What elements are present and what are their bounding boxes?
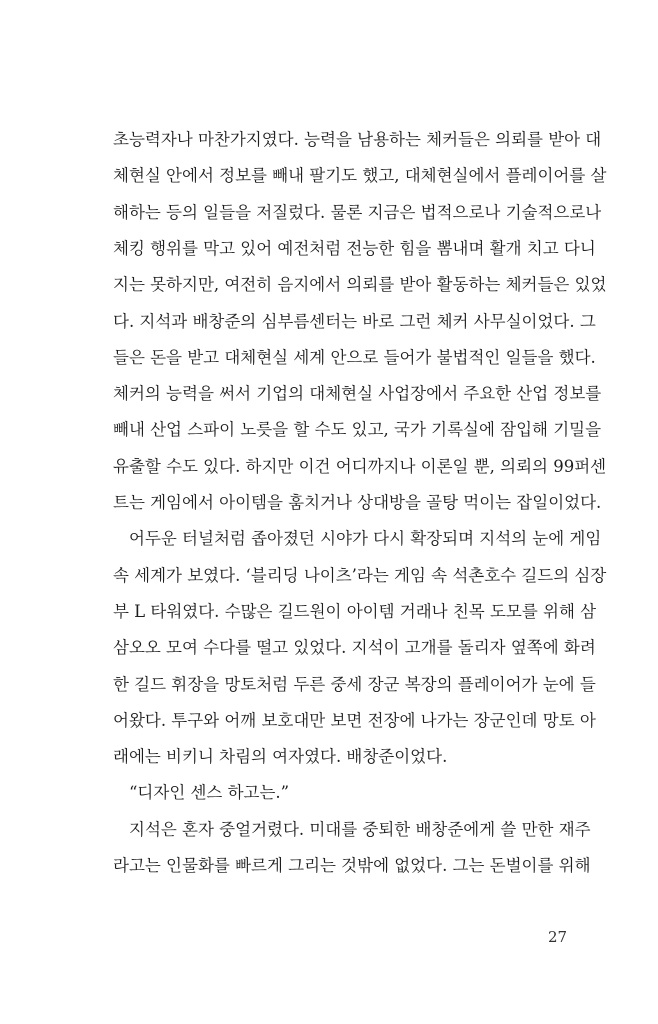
text-line: 초능력자나 마찬가지였다. 능력을 남용하는 체커들은 의뢰를 받아 대 — [113, 130, 602, 149]
text-line: “디자인 센스 하고는.” — [129, 783, 290, 803]
text-line: 해하는 등의 일들을 저질렀다. 물론 지금은 법적으로나 기술적으로나 — [113, 202, 602, 222]
text-line: 삼오오 모여 수다를 떨고 있었다. 지석이 고개를 돌리자 옆쪽에 화려 — [113, 638, 596, 658]
text-line: 빼내 산업 스파이 노릇을 할 수도 있고, 국가 기록실에 잠입해 기밀을 — [113, 420, 602, 440]
text-line: 다. 지석과 배창준의 심부름센터는 바로 그런 체커 사무실이었다. 그 — [113, 311, 596, 331]
text-line: 체킹 행위를 막고 있어 예전처럼 전능한 힘을 뽐내며 활개 치고 다니 — [113, 238, 596, 258]
text-line: 체커의 능력을 써서 기업의 대체현실 사업장에서 주요한 산업 정보를 — [113, 384, 602, 404]
text-line: 부 L 타워였다. 수많은 길드원이 아이템 거래나 친목 도모를 위해 삼 — [113, 601, 597, 621]
text-line: 지는 못하지만, 여전히 음지에서 의뢰를 받아 활동하는 체커들은 있었 — [113, 275, 607, 295]
page-number: 27 — [548, 928, 568, 946]
text-line: 어두운 터널처럼 좁아졌던 시야가 다시 확장되며 지석의 눈에 게임 — [129, 529, 602, 549]
text-line: 어왔다. 투구와 어깨 보호대만 보면 전장에 나가는 장군인데 망토 아 — [113, 710, 596, 730]
text-line: 체현실 안에서 정보를 빼내 팔기도 했고, 대체현실에서 플레이어를 살 — [113, 166, 607, 186]
text-line: 들은 돈을 받고 대체현실 세계 안으로 들어가 불법적인 일들을 했다. — [113, 347, 596, 367]
text-line: 속 세계가 보였다. ‘블리딩 나이츠’라는 게임 속 석촌호수 길드의 심장 — [113, 565, 607, 585]
text-line: 지석은 혼자 중얼거렸다. 미대를 중퇴한 배창준에게 쓸 만한 재주 — [129, 819, 591, 839]
text-line: 유출할 수도 있다. 하지만 이건 어디까지나 이론일 뿐, 의뢰의 99퍼센 — [113, 456, 607, 476]
text-line: 라고는 인물화를 빠르게 그리는 것밖에 없었다. 그는 돈벌이를 위해 — [113, 856, 591, 875]
text-line: 한 길드 휘장을 망토처럼 두른 중세 장군 복장의 플레이어가 눈에 들 — [113, 674, 596, 694]
text-line: 래에는 비키니 차림의 여자였다. 배창준이었다. — [113, 747, 448, 767]
text-line: 트는 게임에서 아이템을 훔치거나 상대방을 골탕 먹이는 잡일이었다. — [113, 493, 602, 512]
